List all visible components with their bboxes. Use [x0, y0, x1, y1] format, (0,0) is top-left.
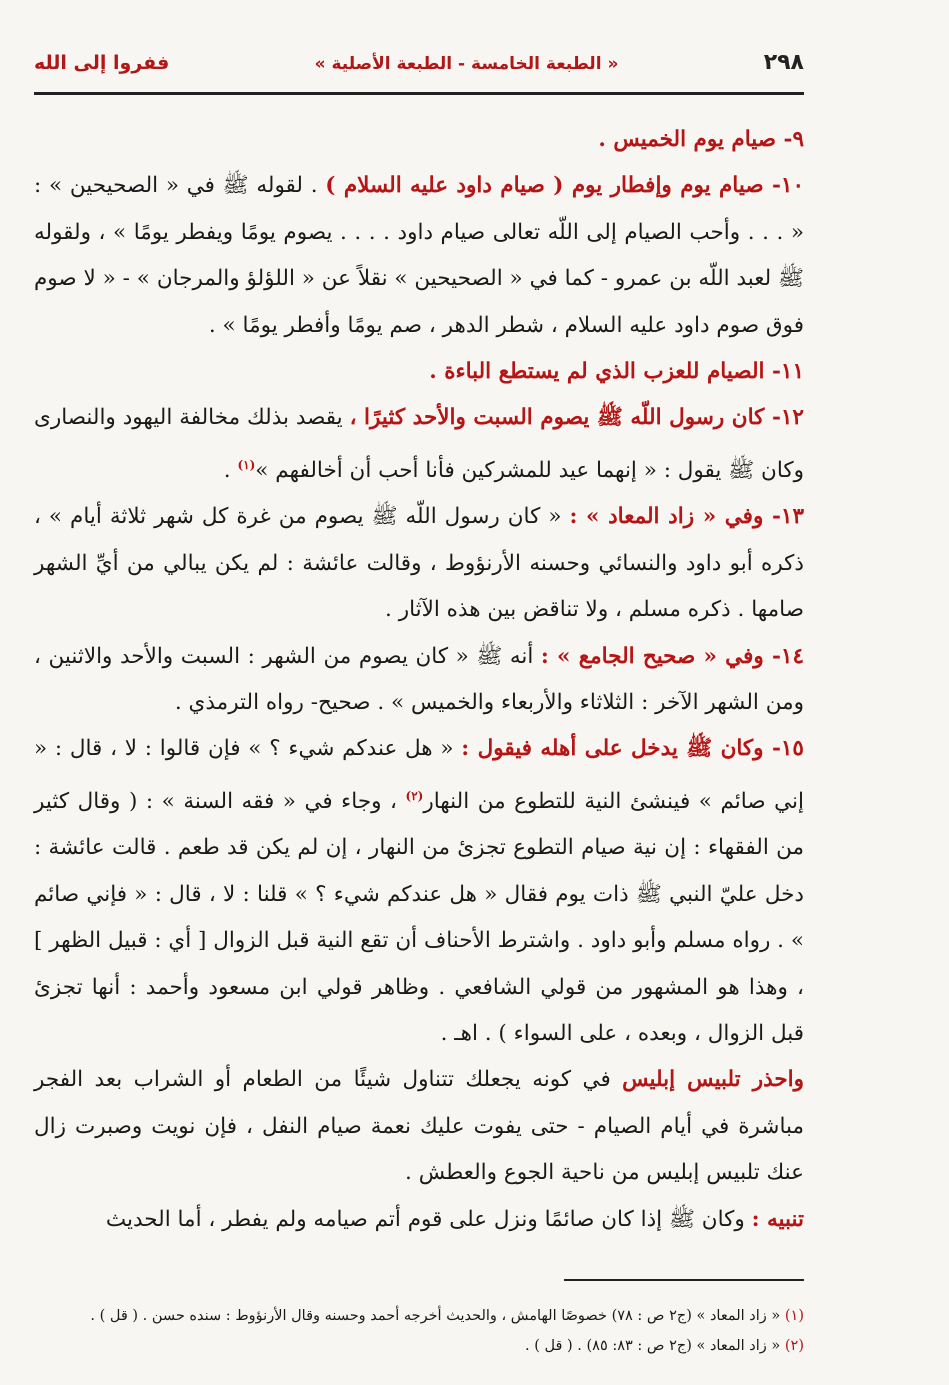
item-15: [34, 726, 804, 1057]
footnote-1-text: « زاد المعاد » (ج٢ ص : ٧٨) خصوصًا الهامش ، والحديث أخرجه أحمد وحسنه وقال الأرنؤوط : سنده حسن . ( قل ) .: [90, 1308, 785, 1325]
footnote-ref-1[interactable]: (١): [237, 457, 256, 472]
item-13-text: « كان رسول اللّه ﷺ يصوم من غرة كل شهر ثلاثة أيام » ، ذكره أبو داود والنسائي وحسنه الأرنؤوط ، وقالت عائشة : لم يكن يبالي من أيِّ الشهر صامها . ذكره مسلم ، ولا تناقض بين هذه الآثار .: [34, 504, 804, 623]
book-title: ففروا إلى الله: [34, 52, 170, 74]
item-10-text: . لقوله ﷺ في « الصحيحين » : « . . . وأحب الصيام إلى اللّه تعالى صيام داود . . . . يصوم يومًا ويفطر يومًا » ، ولقوله ﷺ لعبد اللّه بن عمرو - كما في « الصحيحين » نقلاً عن « اللؤلؤ والمرجان » - « لا صوم فوق صوم داود عليه السلام ، شطر الدهر ، صم يومًا وأفطر يومًا » .: [34, 173, 804, 338]
item-15-heading: ١٥- وكان ﷺ يدخل على أهله فيقول :: [461, 736, 804, 762]
footnote-ref-2[interactable]: (٢): [405, 788, 424, 803]
item-14-text: أنه ﷺ « كان يصوم من الشهر : السبت والأحد والاثنين ، ومن الشهر الآخر : الثلاثاء والأربعاء والخميس » . صحيح- رواه الترمذي .: [34, 643, 804, 716]
item-15-text-1: « هل عندكم شيء ؟ » فإن قالوا : لا ، قال : « إني صائم » فينشئ النية للتطوع من النهار: [34, 736, 804, 814]
item-15-text-2: ، وجاء في « فقه السنة » : ( وقال كثير من الفقهاء : إن نية صيام التطوع تجزئ من النهار ، إن لم يكن قد طعم . قالت عائشة : دخل عليّ النبي ﷺ ذات يوم فقال « هل عندكم شيء ؟ » قلنا : لا ، قال : « فإني صائم » . رواه مسلم وأبو داود . واشترط الأحناف أن تقع النية قبل الزوال [ أي : قبيل الظهر ] ، وهذا هو المشهور من قولي الشافعي . وظاهر قولي ابن مسعود وأحمد : أنها تجزئ قبل الزوال ، وبعده ، على السواء ) . اهـ .: [33, 789, 804, 1047]
item-13-heading: ١٣- وفي « زاد المعاد » :: [569, 504, 804, 530]
warning-heading: واحذر تلبيس إبليس: [622, 1067, 805, 1093]
item-12: [34, 395, 804, 494]
item-12-end: .: [223, 458, 238, 483]
item-11: [34, 349, 804, 395]
note-heading: تنبيه :: [751, 1206, 804, 1232]
note-paragraph: [34, 1197, 804, 1243]
warning-text: في كونه يجعلك تتناول شيئًا من الطعام أو الشراب بعد الفجر مباشرة في أيام الصيام - حتى يفوت عليك نعمة صيام النفل ، فإن نويت وصبرت زال عنك تلبيس إبليس من ناحية الجوع والعطش .: [34, 1067, 804, 1186]
item-9: [34, 117, 804, 163]
item-12-heading: ١٢- كان رسول اللّه ﷺ يصوم السبت والأحد كثيرًا ،: [349, 405, 804, 431]
item-10: [34, 163, 804, 349]
item-14-heading: ١٤- وفي « صحيح الجامع » :: [540, 643, 804, 669]
book-page: [34, 50, 804, 1361]
page-body: [34, 117, 804, 1243]
footnote-2-text: « زاد المعاد » (ج٢ ص : ٨٣: ٨٥) . ( قل ) .: [525, 1338, 785, 1355]
footnotes: [34, 1301, 804, 1361]
footnote-2-number: (٢): [784, 1338, 804, 1355]
running-header: [34, 50, 804, 95]
item-11-heading: ١١- الصيام للعزب الذي لم يستطع الباءة .: [429, 359, 804, 385]
page-number: ٢٩٨: [763, 50, 804, 75]
footnote-2: [34, 1331, 804, 1361]
footnote-divider: [564, 1279, 804, 1281]
item-12-text: يقصد بذلك مخالفة اليهود والنصارى وكان ﷺ يقول : « إنهما عيد للمشركين فأنا أحب أن أخالفهم »: [34, 405, 804, 483]
edition-title: « الطبعة الخامسة - الطبعة الأصلية »: [314, 54, 619, 74]
item-9-heading: ٩- صيام يوم الخميس .: [598, 127, 804, 152]
warning-paragraph: [34, 1057, 804, 1196]
item-10-heading: ١٠- صيام يوم وإفطار يوم ( صيام داود عليه السلام ): [325, 173, 804, 199]
footnote-1-number: (١): [784, 1308, 804, 1325]
note-text: وكان ﷺ إذا كان صائمًا ونزل على قوم أتم صيامه ولم يفطر ، أما الحديث: [105, 1206, 752, 1232]
item-14: [34, 634, 804, 727]
item-13: [34, 494, 804, 633]
footnote-1: [34, 1301, 804, 1331]
